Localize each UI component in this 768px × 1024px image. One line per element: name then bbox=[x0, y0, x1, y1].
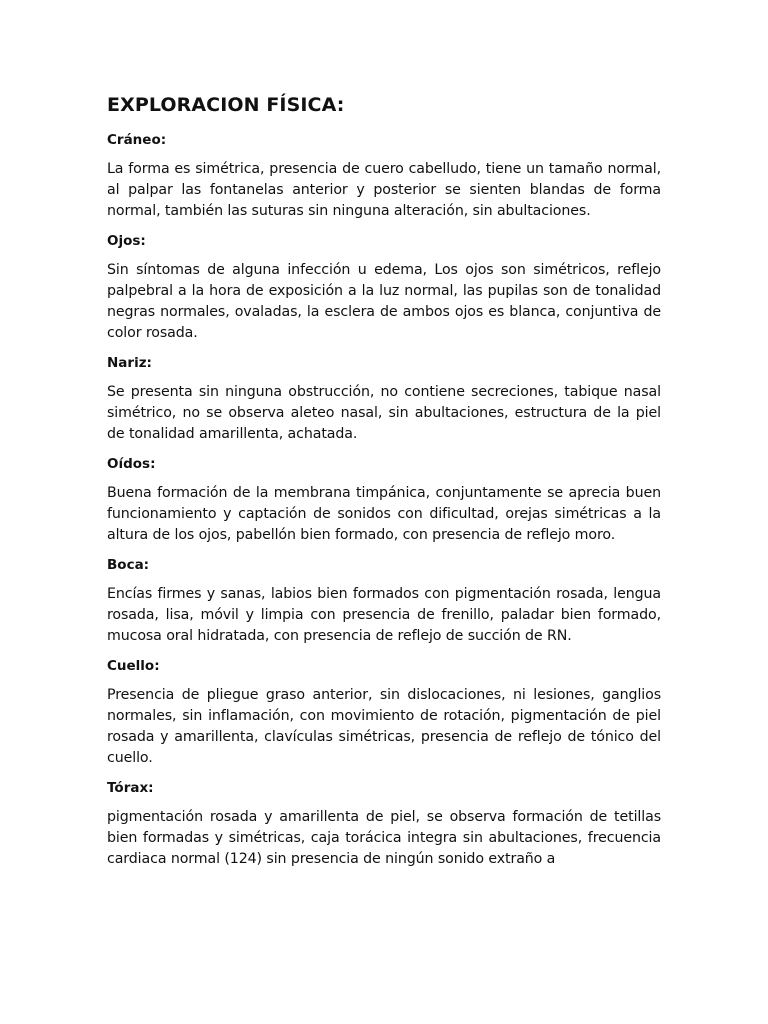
document-title: EXPLORACION FÍSICA: bbox=[107, 94, 345, 116]
section-craneo bbox=[107, 131, 661, 222]
section-heading: Oídos: bbox=[107, 456, 156, 472]
section-heading: Tórax: bbox=[107, 780, 154, 796]
section-heading: Cuello: bbox=[107, 658, 160, 674]
section-body: Buena formación de la membrana timpánica, conjuntamente se aprecia buen funcionamiento y captación de sonidos con dificultad, orejas simétricas a la altura de los ojos, pabellón bien formado, con presencia de reflejo moro. bbox=[107, 485, 661, 543]
section-boca bbox=[107, 556, 661, 647]
section-body: Encías firmes y sanas, labios bien formados con pigmentación rosada, lengua rosada, lisa, móvil y limpia con presencia de frenillo, paladar bien formado, mucosa oral hidratada, con presencia de reflejo de succión de RN. bbox=[107, 586, 661, 644]
section-ojos bbox=[107, 232, 661, 344]
section-body: Sin síntomas de alguna infección u edema, Los ojos son simétricos, reflejo palpebral a la hora de exposición a la luz normal, las pupilas son de tonalidad negras normales, ovaladas, la esclera de ambos ojos es blanca, conjuntiva de color rosada. bbox=[107, 262, 661, 341]
section-body: La forma es simétrica, presencia de cuero cabelludo, tiene un tamaño normal, al palpar las fontanelas anterior y posterior se sienten blandas de forma normal, también las suturas sin ninguna alteración, sin abultaciones. bbox=[107, 161, 661, 219]
section-heading: Boca: bbox=[107, 557, 150, 573]
section-torax bbox=[107, 779, 661, 870]
section-cuello bbox=[107, 657, 661, 769]
section-heading: Nariz: bbox=[107, 355, 152, 371]
section-body: Se presenta sin ninguna obstrucción, no contiene secreciones, tabique nasal simétrico, no se observa aleteo nasal, sin abultaciones, estructura de la piel de tonalidad amarillenta, achatada. bbox=[107, 384, 661, 442]
section-body: pigmentación rosada y amarillenta de piel, se observa formación de tetillas bien formadas y simétricas, caja torácica integra sin abultaciones, frecuencia cardiaca normal (124) sin presencia de ningún sonido extraño a bbox=[107, 809, 661, 867]
section-oidos bbox=[107, 455, 661, 546]
section-body: Presencia de pliegue graso anterior, sin dislocaciones, ni lesiones, ganglios normales, sin inflamación, con movimiento de rotación, pigmentación de piel rosada y amarillenta, clavículas simétricas, presencia de reflejo de tónico del cuello. bbox=[107, 687, 661, 766]
section-heading: Cráneo: bbox=[107, 132, 167, 148]
section-heading: Ojos: bbox=[107, 233, 146, 249]
document-page bbox=[107, 92, 661, 880]
section-nariz bbox=[107, 354, 661, 445]
